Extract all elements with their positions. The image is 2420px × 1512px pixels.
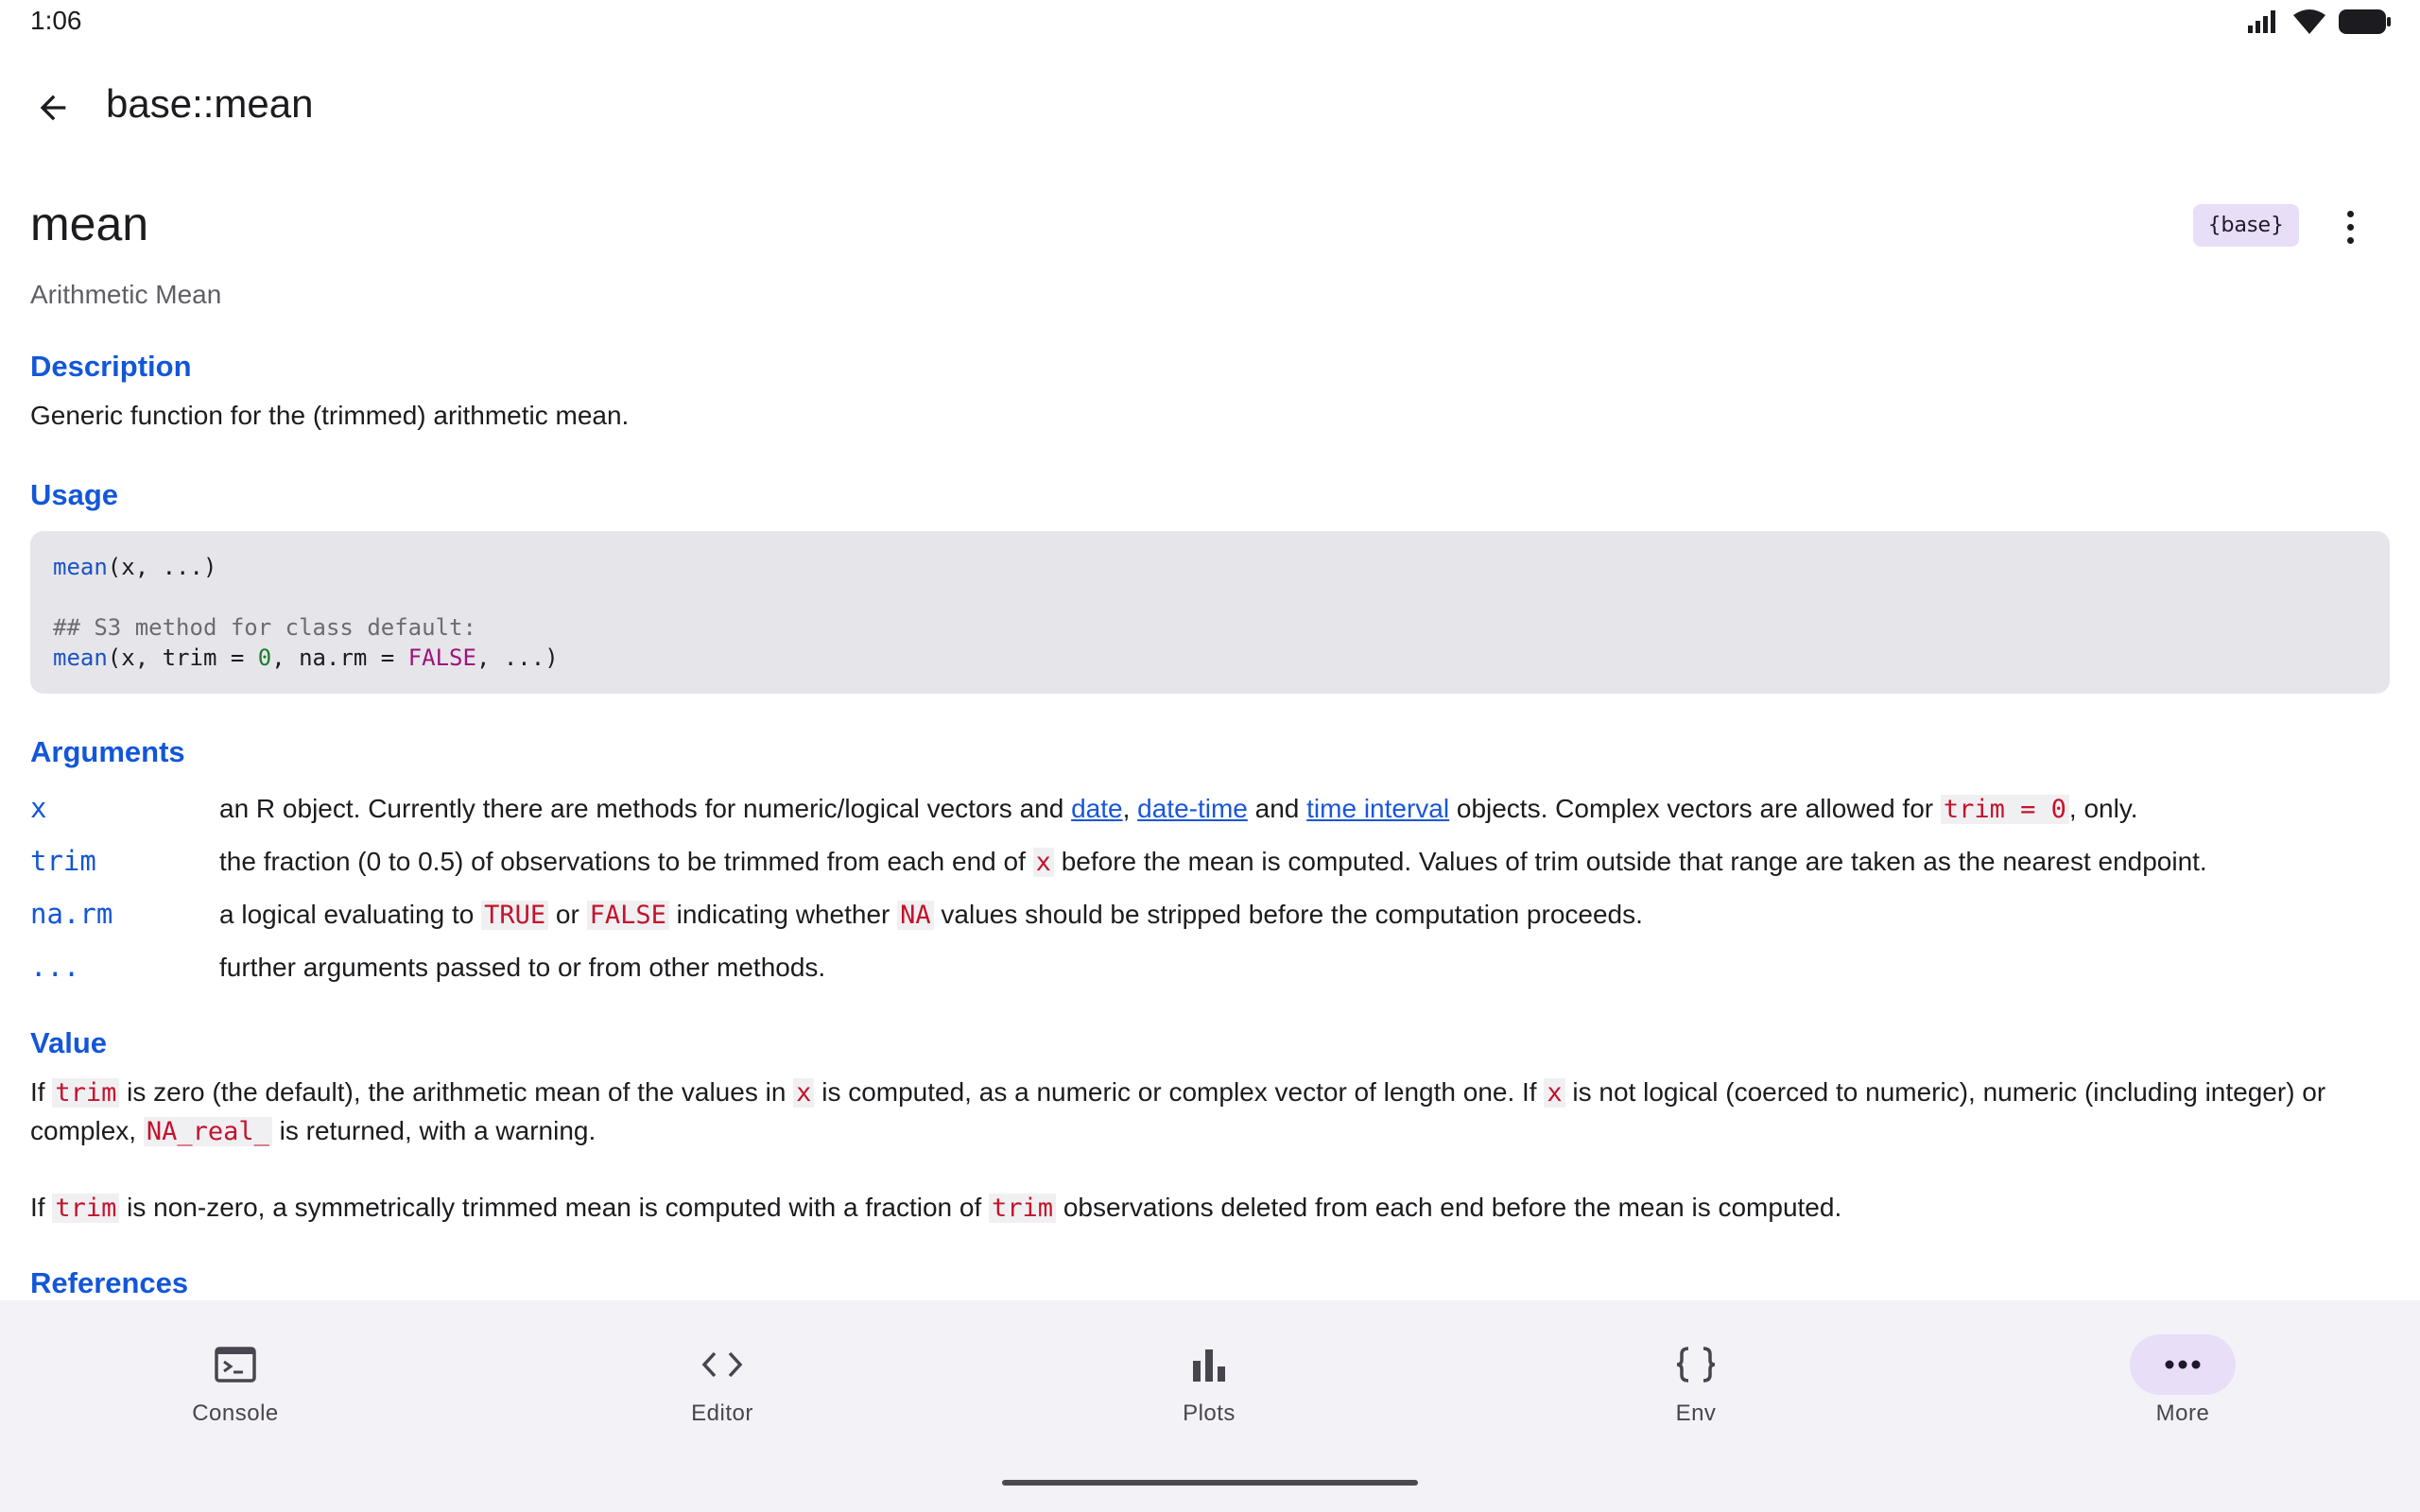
inline-code: x [1033, 848, 1054, 877]
nav-item-more[interactable] [2069, 1334, 2296, 1427]
argument-row-trim [30, 845, 2390, 886]
inline-code: trim = 0 [1941, 795, 2069, 824]
inline-code: trim [52, 1078, 119, 1108]
description-heading: Description [30, 350, 192, 383]
usage-code-block[interactable] [30, 531, 2390, 694]
arguments-heading: Arguments [30, 735, 185, 768]
text: If [30, 1193, 53, 1222]
arrow-back-icon [34, 89, 72, 127]
nav-label: Editor [691, 1400, 753, 1426]
text: If [30, 1077, 53, 1107]
argument-description [219, 847, 2207, 877]
bottom-navigation [0, 1300, 2420, 1512]
link-time-interval[interactable]: time interval [1306, 794, 1450, 823]
inline-code: NA [897, 901, 934, 930]
text: and [1247, 794, 1307, 823]
nav-item-plots[interactable] [1096, 1334, 1322, 1427]
app-bar [0, 68, 2420, 144]
battery-icon [2339, 9, 2392, 34]
overflow-menu-button[interactable] [2327, 200, 2373, 253]
package-badge[interactable]: {base} [2193, 204, 2299, 247]
code-text: , ...) [475, 644, 559, 671]
nav-icon-container [182, 1334, 288, 1395]
status-time: 1:06 [30, 6, 82, 35]
inline-code: trim [989, 1194, 1056, 1223]
signal-icon [2248, 10, 2280, 33]
nav-icon-container [2130, 1334, 2236, 1395]
code-text: (x, trim = [107, 644, 258, 671]
text: values should be stripped before the computation proceeds. [933, 900, 1643, 929]
value-heading: Value [30, 1026, 107, 1059]
argument-description [219, 794, 2138, 824]
inline-code: x [1544, 1078, 1564, 1108]
arguments-heading-wrap [30, 735, 2390, 768]
text: objects. Complex vectors are allowed for [1449, 794, 1941, 823]
code-text: , na.rm = [271, 644, 408, 671]
nav-icon-container [669, 1334, 775, 1395]
text: is non-zero, a symmetrically trimmed mean is computed with a fraction of [119, 1193, 990, 1222]
text: , [1122, 794, 1138, 823]
gesture-handle[interactable] [1002, 1480, 1418, 1486]
text: the fraction (0 to 0.5) of observations to be trimmed from each end of [219, 847, 1033, 876]
inline-code: NA_real_ [144, 1117, 272, 1146]
more-horiz-icon [2164, 1359, 2202, 1370]
link-date-time[interactable]: date-time [1137, 794, 1248, 823]
inline-code: TRUE [481, 901, 548, 930]
nav-label: Env [1675, 1400, 1717, 1426]
back-button[interactable] [23, 77, 83, 138]
description-text: Generic function for the (trimmed) arithmetic mean. [30, 401, 630, 430]
code-fn: mean [53, 554, 108, 580]
text: , only. [2068, 794, 2138, 823]
braces-icon [1675, 1346, 1717, 1383]
doc-title: mean [30, 198, 149, 250]
usage-section [30, 478, 2390, 694]
text: before the mean is computed. Values of trim outside that range are taken as the nearest endpoint. [1053, 847, 2207, 876]
nav-label: Plots [1183, 1400, 1236, 1426]
status-bar [0, 0, 2420, 45]
text: is computed, as a numeric or complex vector of length one. If [814, 1077, 1545, 1107]
nav-icon-container [1643, 1334, 1749, 1395]
text: a logical evaluating to [219, 900, 482, 929]
argument-name: na.rm [30, 898, 113, 930]
terminal-icon [215, 1346, 256, 1383]
argument-name: x [30, 792, 47, 824]
nav-item-editor[interactable] [609, 1334, 836, 1427]
argument-row-na-rm [30, 898, 2390, 939]
nav-item-env[interactable] [1582, 1334, 1809, 1427]
code-fn: mean [53, 644, 108, 671]
value-paragraph-2 [30, 1189, 2390, 1228]
text: is not logical (coerced to numeric), numeric (including integer) or complex, [30, 1077, 2326, 1145]
references-heading: References [30, 1266, 189, 1299]
text: observations deleted from each end before the mean is computed. [1056, 1193, 1842, 1222]
argument-row-x [30, 792, 2390, 833]
references-section [30, 1266, 2390, 1300]
argument-description [219, 900, 1643, 930]
help-content[interactable] [30, 189, 2390, 1300]
nav-label: More [2155, 1400, 2210, 1426]
nav-item-console[interactable] [122, 1334, 349, 1427]
argument-name: ... [30, 951, 80, 983]
text: or [548, 900, 587, 929]
argument-name: trim [30, 845, 96, 877]
code-icon [701, 1348, 743, 1382]
more-vert-icon [2347, 211, 2354, 217]
code-number: 0 [257, 644, 272, 671]
wifi-icon [2293, 9, 2325, 34]
text: is returned, with a warning. [271, 1116, 596, 1145]
argument-row-dots [30, 951, 2390, 992]
bar-chart-icon [1190, 1348, 1228, 1382]
nav-icon-container [1156, 1334, 1262, 1395]
code-constant: FALSE [407, 644, 476, 671]
app-bar-title: base::mean [106, 81, 314, 126]
text: is zero (the default), the arithmetic mean of the values in [119, 1077, 794, 1107]
description-section [30, 350, 2390, 435]
code-text: (x, ...) [107, 554, 217, 580]
inline-code: trim [52, 1194, 119, 1223]
text: indicating whether [668, 900, 898, 929]
value-paragraph-1 [30, 1074, 2390, 1151]
text: an R object. Currently there are methods for numeric/logical vectors and [219, 794, 1072, 823]
code-comment: ## S3 method for class default: [53, 614, 476, 641]
argument-description: further arguments passed to or from other methods. [219, 953, 826, 982]
nav-label: Console [192, 1400, 279, 1426]
doc-header [30, 189, 2390, 321]
link-date[interactable]: date [1071, 794, 1123, 823]
inline-code: x [793, 1078, 814, 1108]
value-section [30, 1026, 2390, 1228]
inline-code: FALSE [587, 901, 669, 930]
doc-subtitle: Arithmetic Mean [30, 280, 222, 309]
usage-heading: Usage [30, 478, 119, 511]
status-icons [2248, 9, 2392, 34]
